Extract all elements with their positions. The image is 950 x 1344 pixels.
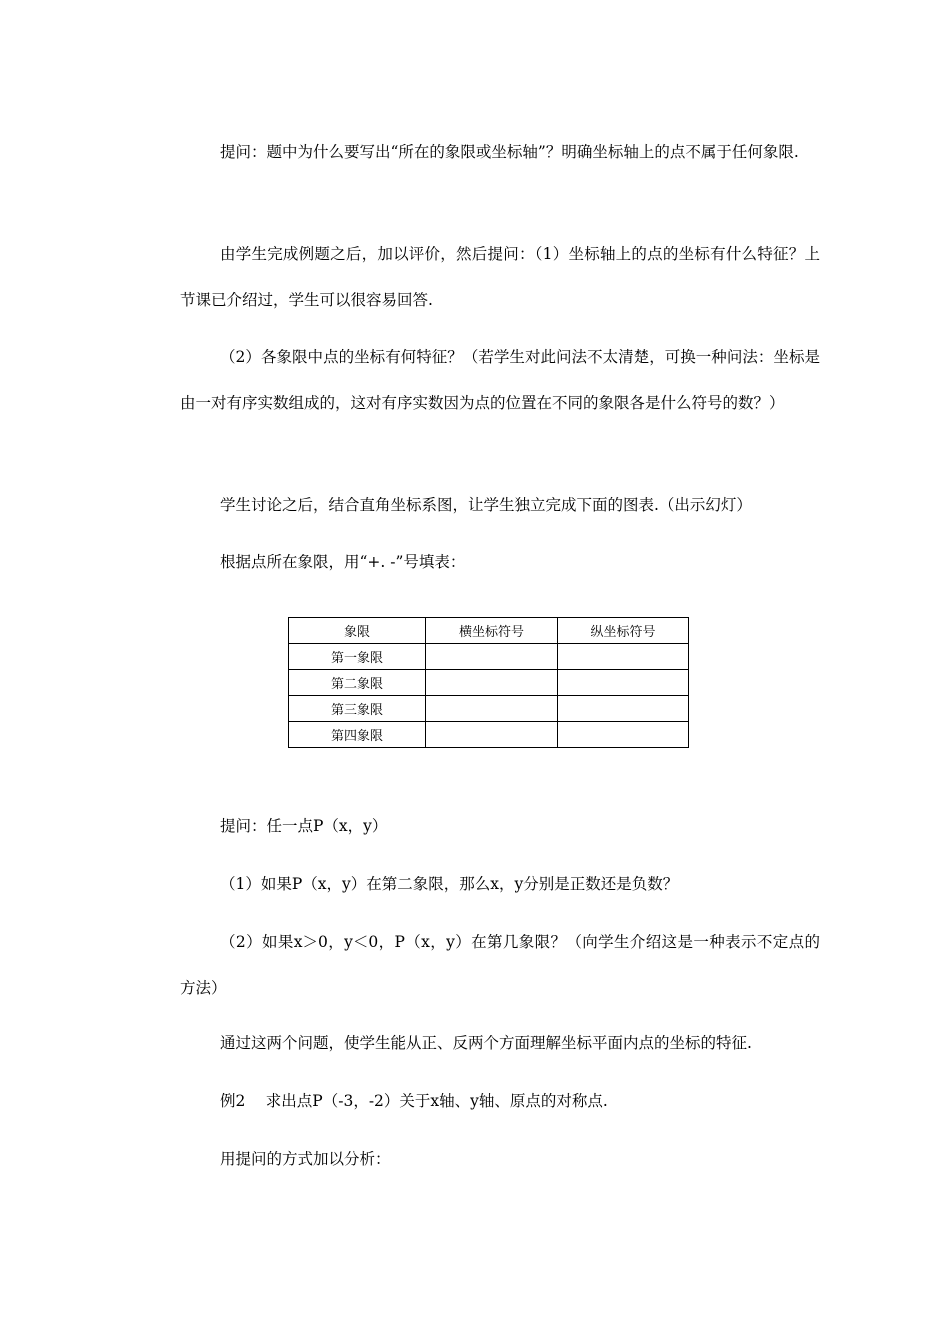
table-row <box>289 644 689 670</box>
table-cell <box>426 644 558 670</box>
table-cell: 第三象限 <box>289 696 426 722</box>
paragraph-example-2: 例2 求出点P（-3，-2）关于x轴、y轴、原点的对称点. <box>220 1092 608 1110</box>
table-cell <box>558 670 689 696</box>
table-cell: 第一象限 <box>289 644 426 670</box>
table-cell: 第二象限 <box>289 670 426 696</box>
table-header: 纵坐标符号 <box>558 618 689 644</box>
table-row <box>289 670 689 696</box>
paragraph-which-quadrant: （2）如果x＞0，y＜0，P（x，y）在第几象限？（向学生介绍这是一种表示不定点的方法） <box>180 933 820 997</box>
table-cell <box>426 722 558 748</box>
table-cell <box>426 696 558 722</box>
paragraph-second-quadrant: （1）如果P（x，y）在第二象限，那么x，y分别是正数还是负数？ <box>220 875 679 893</box>
paragraph-quadrant-feature: （2）各象限中点的坐标有何特征？（若学生对此问法不太清楚，可换一种问法：坐标是由一对有序实数组成的，这对有序实数因为点的位置在不同的象限各是什么符号的数？） <box>180 348 820 412</box>
paragraph-evaluation: 由学生完成例题之后，加以评价，然后提问：（1）坐标轴上的点的坐标有什么特征？上节课已介绍过，学生可以很容易回答. <box>180 245 820 309</box>
table-cell <box>558 644 689 670</box>
table-header: 象限 <box>289 618 426 644</box>
paragraph-any-point: 提问：任一点P（x，y） <box>220 817 388 835</box>
table-cell: 第四象限 <box>289 722 426 748</box>
paragraph-discussion: 学生讨论之后，结合直角坐标系图，让学生独立完成下面的图表.（出示幻灯） <box>220 496 752 514</box>
table-row <box>289 722 689 748</box>
table-cell <box>558 696 689 722</box>
quadrant-sign-table <box>288 617 689 748</box>
table-header-row <box>289 618 689 644</box>
table-row <box>289 696 689 722</box>
paragraph-understanding: 通过这两个问题，使学生能从正、反两个方面理解坐标平面内点的坐标的特征. <box>220 1034 752 1052</box>
paragraph-analysis: 用提问的方式加以分析： <box>220 1150 391 1168</box>
paragraph-fill-table: 根据点所在象限，用“+. -”号填表： <box>220 553 466 571</box>
table-cell <box>426 670 558 696</box>
paragraph-question-quadrant: 提问：题中为什么要写出“所在的象限或坐标轴”？明确坐标轴上的点不属于任何象限. <box>220 143 799 161</box>
table-header: 横坐标符号 <box>426 618 558 644</box>
table-cell <box>558 722 689 748</box>
